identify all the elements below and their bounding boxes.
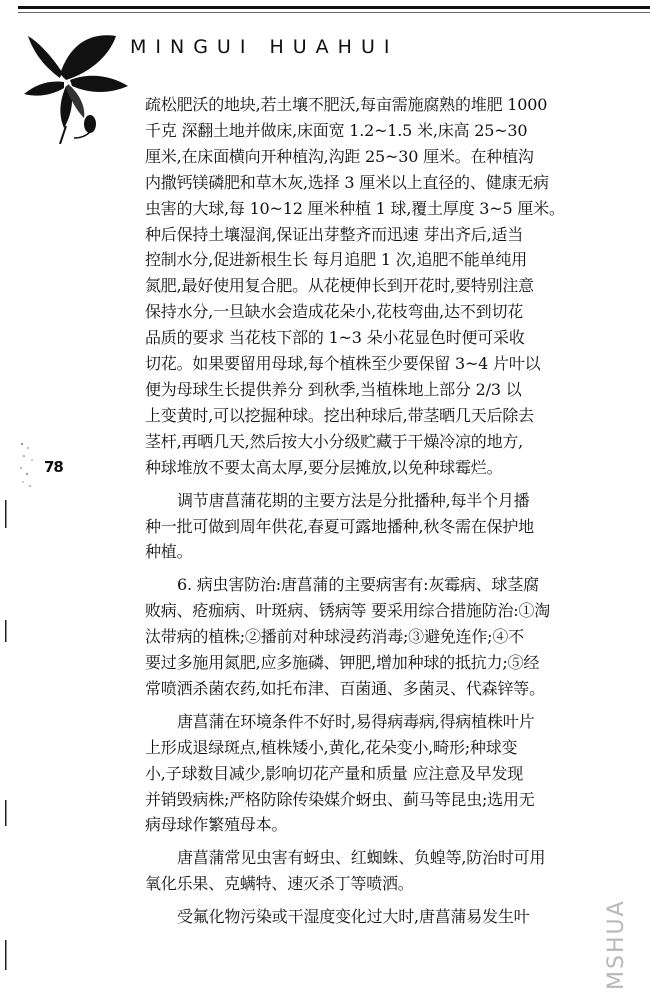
text-line: 氮肥,最好使用复合肥。从花梗伸长到开花时,要特别注意 [145, 276, 534, 296]
text-line: 种植。 [145, 542, 193, 562]
orchid-flower-icon [20, 14, 140, 144]
text-line: 虫害的大球,每 10~12 厘米种植 1 球,覆土厚度 3~5 厘米。 [145, 198, 565, 218]
text-line: 疏松肥沃的地块,若土壤不肥沃,每亩需施腐熟的堆肥 1000 [145, 95, 548, 114]
text-line: 种后保持土壤湿润,保证出芽整齐而迅速 芽出齐后,适当 [145, 224, 524, 244]
top-rule [18, 6, 650, 9]
text-line: 上变黄时,可以挖掘种球。挖出种球后,带茎晒几天后除去 [145, 405, 534, 425]
text-line: 上形成退绿斑点,植株矮小,黄化,花朵变小,畸形;种球变 [145, 737, 518, 757]
paragraph-gap [145, 897, 585, 904]
text-line: 6. 病虫害防治:唐菖蒲的主要病害有:灰霉病、球茎腐 [177, 575, 539, 595]
text-line: 病母球作繁殖母本。 [145, 815, 288, 835]
text-line: 内撒钙镁磷肥和草木灰,选择 3 厘米以上直径的、健康无病 [145, 172, 549, 192]
running-header-title: MINGUI HUAHUI [130, 36, 399, 58]
text-line: 唐菖蒲在环境条件不好时,易得病毒病,得病植株叶片 [177, 711, 535, 731]
text-line: 调节唐菖蒲花期的主要方法是分批播种,每半个月播 [177, 490, 530, 510]
watermark: MSHUA [604, 899, 629, 990]
text-line: 氧化乐果、克螨特、速灭杀丁等喷洒。 [145, 874, 414, 894]
paragraph-gap [145, 565, 585, 572]
text-line: 小,子球数目减少,影响切花产量和质量 应注意及早发现 [145, 763, 524, 783]
paragraph-gap [145, 838, 585, 845]
page-number-speckle [18, 438, 46, 494]
left-margin-binding-marks [4, 500, 8, 980]
text-line: 败病、疮痂病、叶斑病、锈病等 要采用综合措施防治:①淘 [145, 601, 551, 621]
paragraph-gap [145, 702, 585, 709]
text-line: 便为母球生长提供养分 到秋季,当植株地上部分 2/3 以 [145, 379, 522, 399]
text-line: 千克 深翻土地并做床,床面宽 1.2~1.5 米,床高 25~30 [145, 120, 528, 140]
text-line: 品质的要求 当花枝下部的 1~3 朵小花显色时便可采收 [145, 328, 525, 348]
paragraph-gap [145, 481, 585, 488]
text-line: 切花。如果要留用母球,每个植株至少要保留 3~4 片叶以 [145, 354, 541, 374]
text-line: 常喷洒杀菌农药,如托布津、百菌通、多菌灵、代森锌等。 [145, 678, 545, 698]
text-line: 控制水分,促进新根生长 每月追肥 1 次,追肥不能单纯用 [145, 250, 528, 270]
text-line: 并销毁病株;严格防除传染媒介蚜虫、蓟马等昆虫;选用无 [145, 789, 535, 809]
text-line: 受氟化物污染或干湿度变化过大时,唐菖蒲易发生叶 [177, 907, 530, 927]
text-line: 汰带病的植株;②播前对种球浸药消毒;③避免连作;④不 [145, 627, 524, 647]
text-line: 要过多施用氮肥,应多施磷、钾肥,增加种球的抵抗力;⑤经 [145, 653, 540, 673]
text-line: 唐菖蒲常见虫害有蚜虫、红蜘蛛、负蝗等,防治时可用 [177, 848, 546, 868]
text-line: 种一批可做到周年供花,春夏可露地播种,秋冬需在保护地 [145, 516, 534, 536]
top-rule-thin [18, 12, 650, 13]
body-text [145, 92, 585, 930]
text-line: 种球堆放不要太高太厚,要分层摊放,以免种球霉烂。 [145, 457, 503, 477]
page-number: 78 [44, 458, 63, 476]
text-line: 厘米,在床面横向开种植沟,沟距 25~30 厘米。在种植沟 [145, 146, 534, 166]
text-line: 茎杆,再晒几天,然后按大小分级贮藏于干燥冷凉的地方, [145, 431, 524, 451]
text-line: 保持水分,一旦缺水会造成花朵小,花枝弯曲,达不到切花 [145, 302, 524, 322]
